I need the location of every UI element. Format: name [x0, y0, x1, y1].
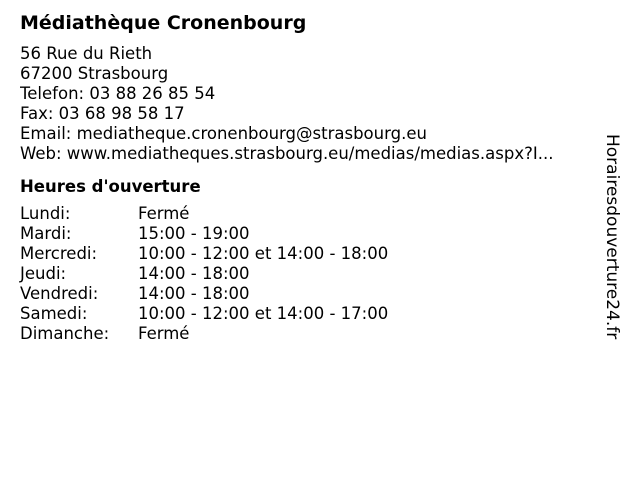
hours-row-sunday — [20, 324, 600, 344]
hours-time: 10:00 - 12:00 et 14:00 - 17:00 — [138, 304, 389, 323]
phone-number[interactable]: Telefon: 03 88 26 85 54 — [20, 84, 216, 103]
hours-row-saturday — [20, 304, 600, 324]
email-address[interactable]: Email: mediatheque.cronenbourg@strasbourg.eu — [20, 124, 427, 143]
hours-row-tuesday — [20, 224, 600, 244]
hours-row-wednesday — [20, 244, 600, 264]
listing-card — [20, 10, 600, 344]
hours-time: 14:00 - 18:00 — [138, 284, 250, 303]
hours-day: Jeudi: — [20, 264, 67, 283]
hours-day: Samedi: — [20, 304, 88, 323]
hours-time: 10:00 - 12:00 et 14:00 - 18:00 — [138, 244, 389, 263]
address-city: 67200 Strasbourg — [20, 64, 169, 83]
hours-row-friday — [20, 284, 600, 304]
address-street: 56 Rue du Rieth — [20, 44, 153, 63]
opening-hours-table — [20, 204, 600, 344]
website-link[interactable]: Web: www.mediatheques.strasbourg.eu/medias/medias.aspx?I... — [20, 144, 554, 163]
hours-day: Lundi: — [20, 204, 71, 223]
contact-info — [20, 44, 600, 164]
opening-hours-title: Heures d'ouverture — [20, 177, 201, 196]
page-title: Médiathèque Cronenbourg — [20, 12, 307, 34]
hours-time: Fermé — [138, 204, 190, 223]
hours-day: Mardi: — [20, 224, 72, 243]
hours-time: 14:00 - 18:00 — [138, 264, 250, 283]
hours-row-thursday — [20, 264, 600, 284]
hours-day: Vendredi: — [20, 284, 99, 303]
hours-time: Fermé — [138, 324, 190, 343]
hours-day: Dimanche: — [20, 324, 110, 343]
hours-day: Mercredi: — [20, 244, 98, 263]
hours-row-monday — [20, 204, 600, 224]
site-watermark: Horairesdouverture24.fr — [602, 134, 622, 340]
hours-time: 15:00 - 19:00 — [138, 224, 250, 243]
fax-number: Fax: 03 68 98 58 17 — [20, 104, 185, 123]
